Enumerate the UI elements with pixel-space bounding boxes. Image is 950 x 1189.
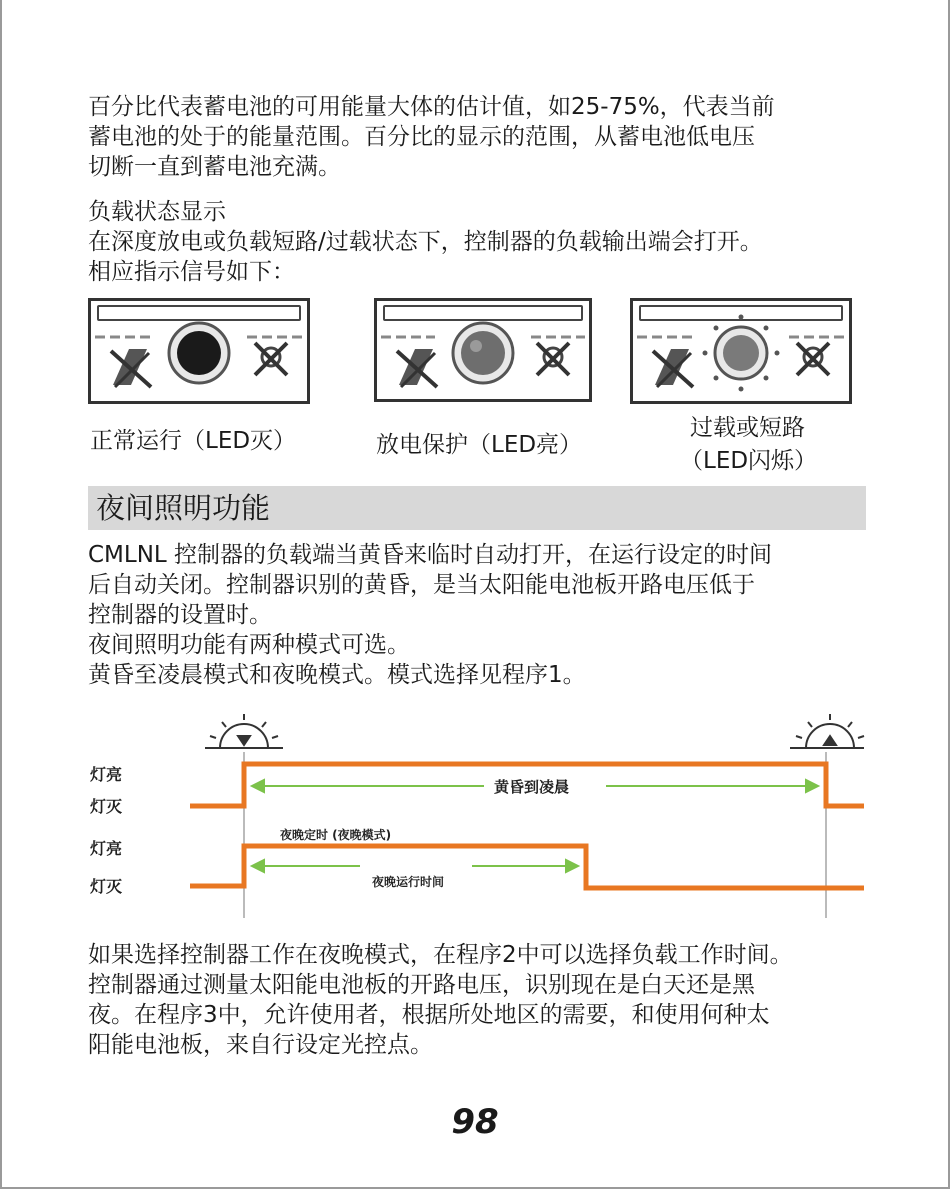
text-line: 百分比代表蓄电池的可用能量大体的估计值，如25-75%，代表当前 [88, 94, 775, 120]
indicator-caption-discharge-protection: 放电保护（LED亮） [376, 432, 583, 458]
text-line: 相应指示信号如下： [88, 259, 295, 285]
indicator-caption-overload-line1: 过载或短路 [690, 415, 805, 441]
section-title: 夜间照明功能 [96, 491, 271, 525]
indicator-caption-overload-line2: （LED闪烁） [680, 448, 818, 474]
text-line: 夜。在程序3中，允许使用者，根据所处地区的需要，和使用何种太 [88, 1002, 770, 1028]
sunset-icon [205, 714, 283, 748]
night-runtime-label: 夜晚运行时间 [372, 875, 445, 889]
text-line: CMLNL 控制器的负载端当黄昏来临时自动打开，在运行设定的时间 [88, 542, 773, 568]
text-line: 如果选择控制器工作在夜晚模式，在程序2中可以选择负载工作时间。 [88, 942, 793, 968]
text-line: 负载状态显示 [88, 199, 226, 225]
timeline-row-label: 灯灭 [90, 797, 123, 816]
night-mode-label: 夜晚定时 (夜晚模式) [280, 828, 392, 842]
text-line: 蓄电池的处于的能量范围。百分比的显示的范围，从蓄电池低电压 [88, 124, 755, 150]
text-line: 切断一直到蓄电池充满。 [88, 154, 341, 180]
text-line: 后自动关闭。控制器识别的黄昏，是当太阳能电池板开路电压低于 [88, 572, 755, 598]
text-line: 夜间照明功能有两种模式可选。 [88, 632, 410, 658]
indicator-caption-normal: 正常运行（LED灭） [90, 428, 297, 454]
text-line: 在深度放电或负载短路/过载状态下，控制器的负载输出端会打开。 [88, 229, 763, 255]
page-number: 98 [451, 1102, 499, 1142]
timeline-row-label: 灯亮 [90, 839, 123, 858]
text-line: 黄昏至凌晨模式和夜晚模式。模式选择见程序1。 [88, 662, 586, 688]
night-mode-program-paragraph [88, 940, 878, 1060]
night-runtime-arrow [252, 860, 578, 872]
timeline-row-label: 灯灭 [90, 877, 123, 896]
text-line: 控制器的设置时。 [88, 602, 272, 628]
timeline-row-label: 灯亮 [90, 765, 123, 784]
text-line: 控制器通过测量太阳能电池板的开路电压，识别现在是白天还是黑 [88, 972, 755, 998]
text-line: 阳能电池板，来自行设定光控点。 [88, 1032, 433, 1058]
dusk-to-dawn-label: 黄昏到凌晨 [494, 778, 570, 796]
sunrise-icon [790, 714, 864, 748]
